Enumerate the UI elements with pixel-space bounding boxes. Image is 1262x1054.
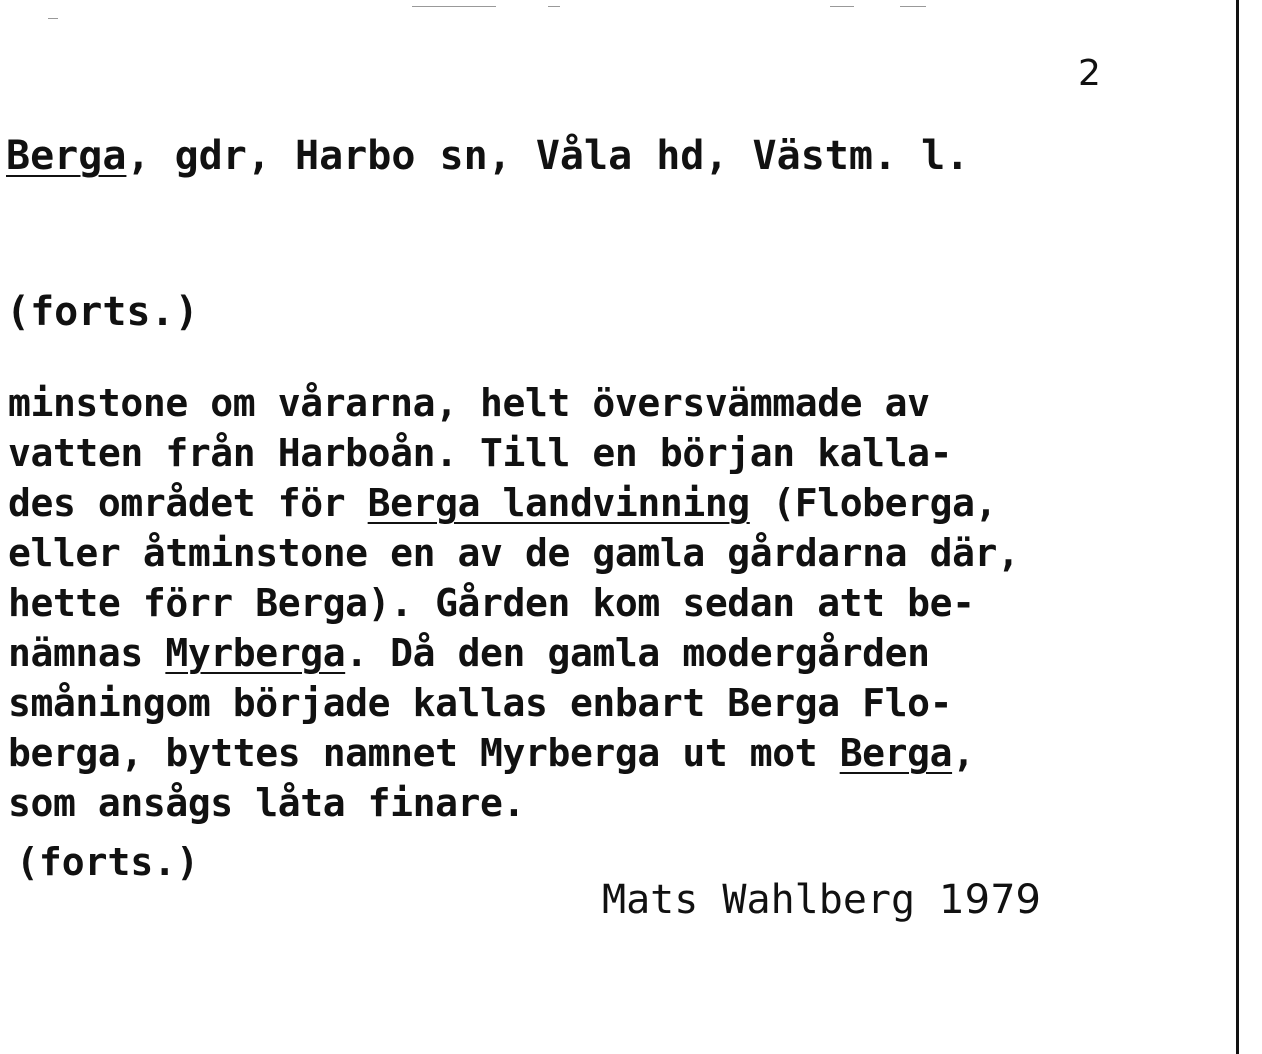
body-line: des området för	[8, 481, 368, 525]
body-line: . Då den gamla modergården	[345, 631, 930, 675]
entry-heading	[6, 132, 969, 180]
scan-artifact	[900, 6, 926, 7]
underlined-term: Myrberga	[165, 631, 346, 675]
heading-details: , gdr, Harbo sn, Våla hd, Västm. l.	[126, 133, 970, 179]
body-line: ,	[952, 731, 975, 775]
continued-marker-top: (forts.)	[6, 289, 199, 335]
body-line: hette förr Berga). Gården kom sedan att be-	[8, 581, 975, 625]
body-line: (Floberga,	[749, 481, 998, 525]
scan-artifact	[548, 6, 560, 7]
body-line: nämnas	[8, 631, 166, 675]
author-signature	[602, 876, 1041, 924]
body-line: som ansågs låta finare.	[8, 781, 525, 825]
signature-year: 1979	[939, 877, 1041, 923]
body-line: berga, byttes namnet Myrberga ut mot	[8, 731, 840, 775]
scan-artifact	[830, 6, 854, 7]
scan-artifact	[48, 18, 58, 19]
body-line: vatten från Harboån. Till en början kalla-	[8, 431, 953, 475]
body-line: småningom började kallas enbart Berga Flo-	[8, 681, 953, 725]
continued-marker-bottom: (forts.)	[16, 840, 200, 884]
body-paragraph	[8, 378, 1020, 828]
underlined-term: Berga landvinning	[367, 481, 750, 525]
underlined-term: Berga	[839, 731, 953, 775]
body-line: eller åtminstone en av de gamla gårdarna där,	[8, 531, 1020, 575]
author-name: Mats Wahlberg	[602, 877, 916, 923]
scan-artifact	[412, 6, 496, 7]
body-line: minstone om vårarna, helt översvämmade av	[8, 381, 930, 425]
heading-place-name: Berga	[6, 133, 127, 179]
page-number: 2	[1078, 53, 1101, 94]
page-border-line	[1236, 0, 1239, 1054]
